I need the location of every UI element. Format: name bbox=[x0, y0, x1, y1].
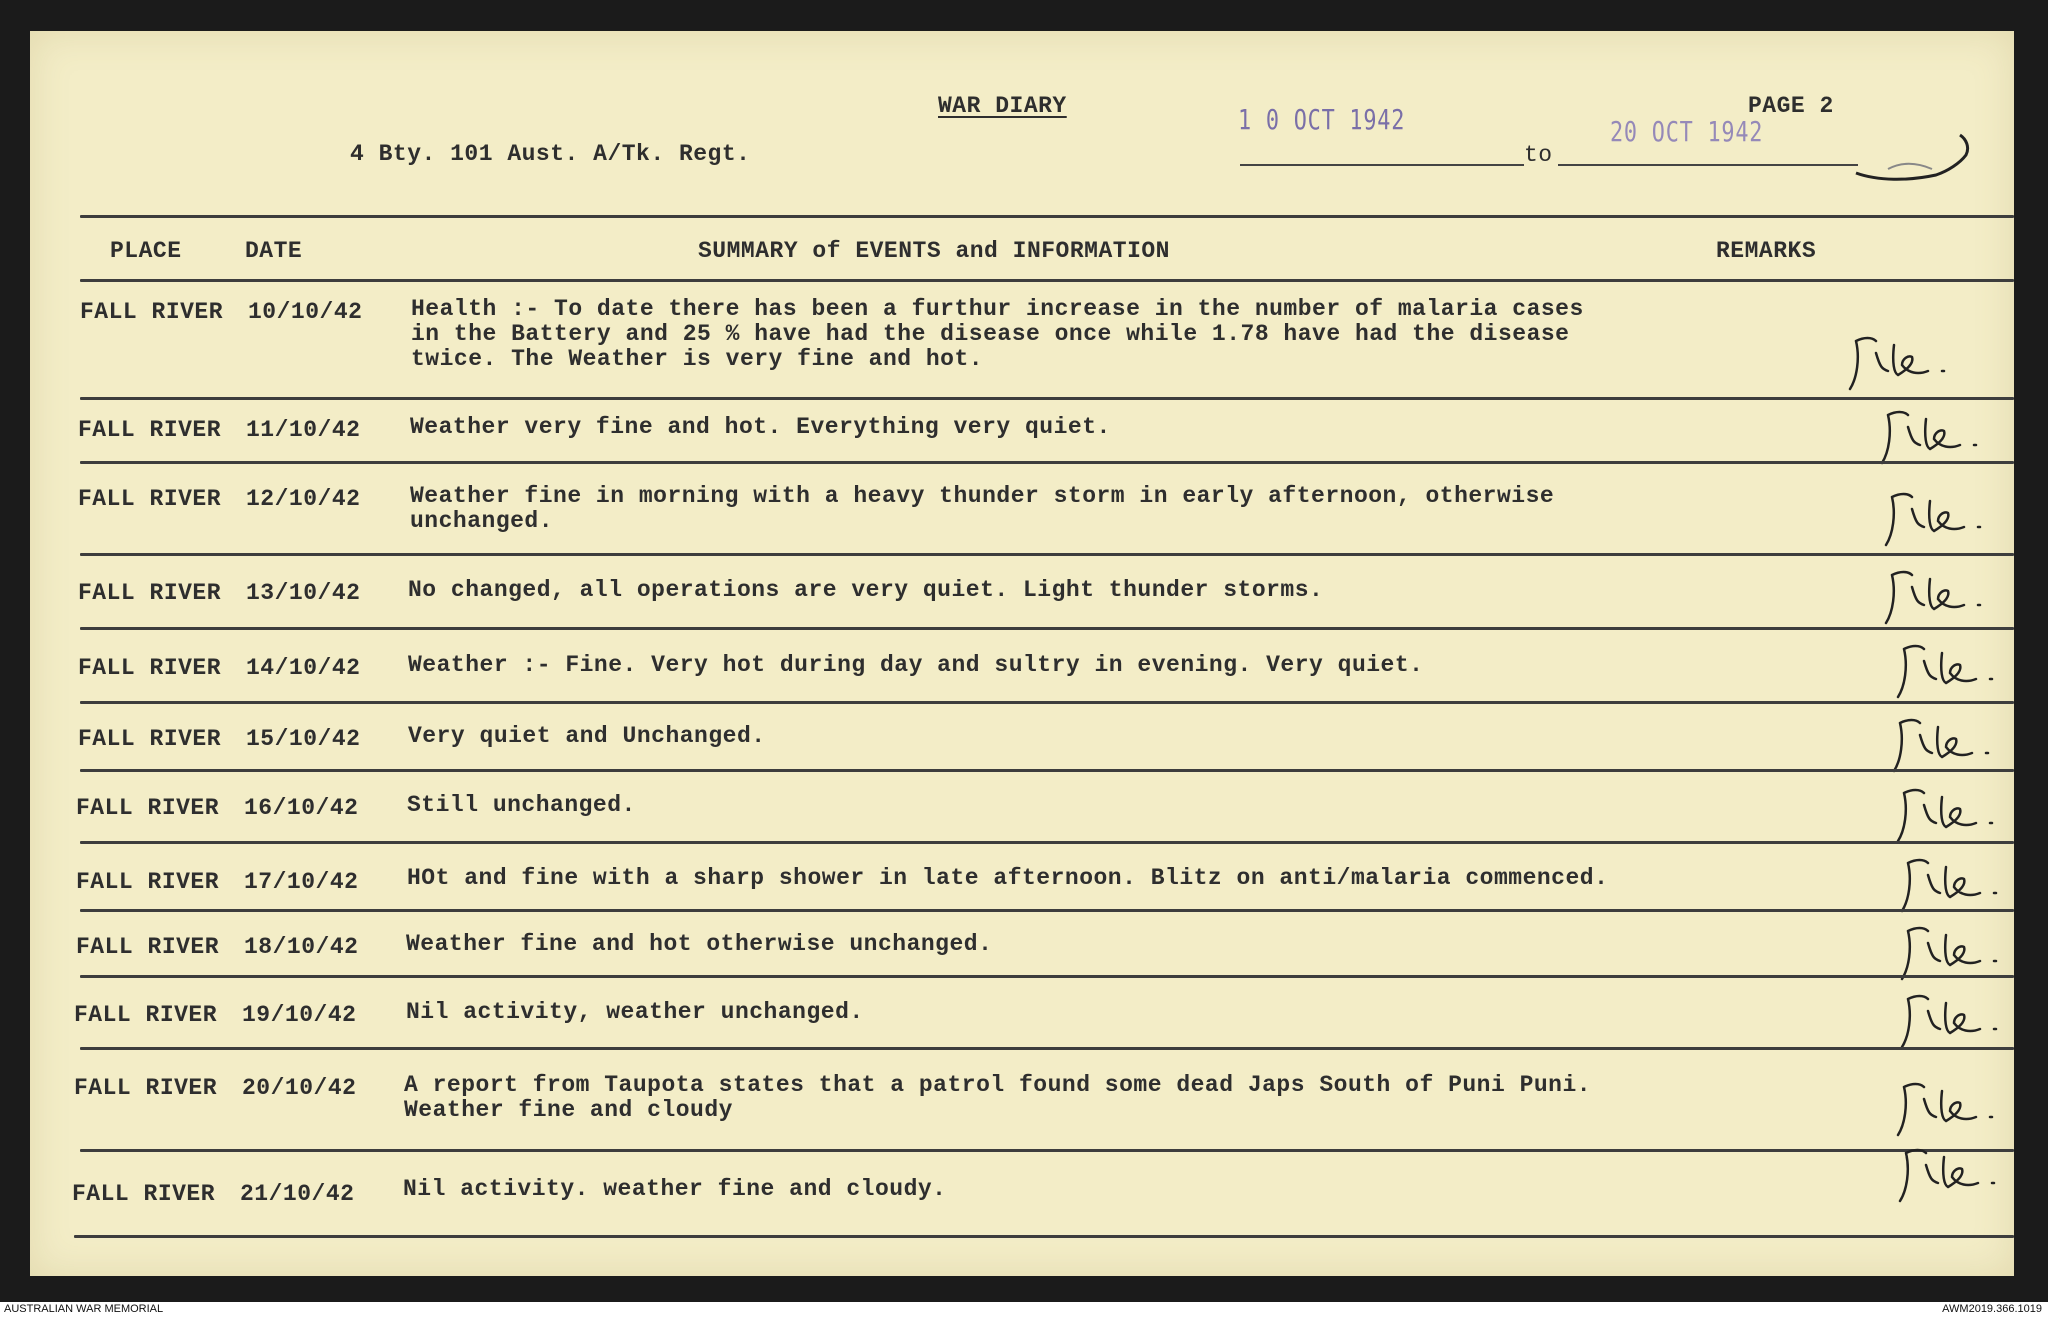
entry-date: 21/10/42 bbox=[240, 1181, 355, 1207]
row-rule bbox=[80, 769, 2014, 772]
initials-signature bbox=[1878, 557, 1988, 629]
entry-date: 11/10/42 bbox=[246, 417, 361, 443]
entry-summary: Weather very fine and hot. Everything very quiet. bbox=[410, 414, 1111, 440]
entry-place: FALL RIVER bbox=[72, 1181, 216, 1207]
entry-summary: Weather fine in morning with a heavy thunder storm in early afternoon, otherwise unchanged. bbox=[410, 483, 1555, 534]
initials-signature bbox=[1890, 775, 2000, 847]
entry-summary: Very quiet and Unchanged. bbox=[408, 723, 766, 749]
initials-signature bbox=[1890, 1069, 2000, 1141]
initials-signature bbox=[1894, 981, 2004, 1053]
entry-summary: A report from Taupota states that a patrol found some dead Japs South of Puni Puni. Weather fine and cloudy bbox=[404, 1072, 1592, 1123]
entry-date: 17/10/42 bbox=[244, 869, 359, 895]
date-stamp-from: 1 0 OCT 1942 bbox=[1238, 103, 1406, 136]
entry-summary: Nil activity. weather fine and cloudy. bbox=[403, 1176, 947, 1202]
row-rule bbox=[80, 1149, 2014, 1152]
initials-signature bbox=[1878, 479, 1988, 551]
entry-place: FALL RIVER bbox=[74, 1002, 218, 1028]
row-rule bbox=[80, 701, 2014, 704]
entry-place: FALL RIVER bbox=[76, 795, 220, 821]
entry-date: 18/10/42 bbox=[244, 934, 359, 960]
entry-summary: Weather fine and hot otherwise unchanged. bbox=[406, 931, 993, 957]
unit-name: 4 Bty. 101 Aust. A/Tk. Regt. bbox=[350, 141, 751, 167]
archive-footer bbox=[0, 1302, 2048, 1317]
column-summary: SUMMARY of EVENTS and INFORMATION bbox=[698, 238, 1170, 264]
entry-summary: HOt and fine with a sharp shower in late afternoon. Blitz on anti/malaria commenced. bbox=[407, 865, 1609, 891]
entry-date: 20/10/42 bbox=[242, 1075, 357, 1101]
archive-name: AUSTRALIAN WAR MEMORIAL bbox=[4, 1303, 164, 1315]
initials-signature bbox=[1842, 323, 1952, 395]
header-bottom-rule bbox=[80, 279, 2014, 282]
diary-page bbox=[30, 31, 2014, 1276]
entry-date: 19/10/42 bbox=[242, 1002, 357, 1028]
column-date: DATE bbox=[245, 238, 303, 264]
entry-summary: Nil activity, weather unchanged. bbox=[406, 999, 864, 1025]
entry-place: FALL RIVER bbox=[78, 726, 222, 752]
row-rule bbox=[80, 461, 2014, 464]
column-place: PLACE bbox=[110, 238, 182, 264]
bottom-rule bbox=[74, 1235, 2014, 1238]
row-rule bbox=[80, 909, 2014, 912]
entry-summary: No changed, all operations are very quiet. Light thunder storms. bbox=[408, 577, 1324, 603]
entry-date: 10/10/42 bbox=[248, 299, 363, 325]
row-rule bbox=[80, 975, 2014, 978]
entry-place: FALL RIVER bbox=[76, 934, 220, 960]
to-date-line bbox=[1558, 164, 1858, 166]
initials-signature bbox=[1890, 631, 2000, 703]
row-rule bbox=[80, 627, 2014, 630]
initials-signature bbox=[1886, 705, 1996, 777]
row-rule bbox=[80, 1047, 2014, 1050]
initials-signature bbox=[1874, 397, 1984, 469]
entry-place: FALL RIVER bbox=[78, 486, 222, 512]
entry-place: FALL RIVER bbox=[74, 1075, 218, 1101]
entry-date: 12/10/42 bbox=[246, 486, 361, 512]
entry-date: 14/10/42 bbox=[246, 655, 361, 681]
row-rule bbox=[80, 553, 2014, 556]
initials-signature bbox=[1892, 1135, 2002, 1207]
entry-place: FALL RIVER bbox=[78, 580, 222, 606]
entry-date: 13/10/42 bbox=[246, 580, 361, 606]
row-rule bbox=[80, 841, 2014, 844]
initials-signature bbox=[1894, 845, 2004, 917]
to-label: to bbox=[1524, 142, 1553, 168]
entry-summary: Health :- To date there has been a furthur increase in the number of malaria cases in the Battery and 25 % have had the disease once while 1.78 have had the disease twice. The Weather is very fine and hot. bbox=[411, 296, 1584, 372]
entry-summary: Still unchanged. bbox=[407, 792, 636, 818]
entry-date: 16/10/42 bbox=[244, 795, 359, 821]
entry-place: FALL RIVER bbox=[80, 299, 224, 325]
header-top-rule bbox=[80, 215, 2014, 218]
date-stamp-to: 20 OCT 1942 bbox=[1610, 115, 1764, 148]
row-rule bbox=[80, 397, 2014, 400]
entry-place: FALL RIVER bbox=[78, 417, 222, 443]
entry-date: 15/10/42 bbox=[246, 726, 361, 752]
entry-place: FALL RIVER bbox=[78, 655, 222, 681]
from-date-line bbox=[1240, 164, 1524, 166]
entry-place: FALL RIVER bbox=[76, 869, 220, 895]
archive-reference: AWM2019.366.1019 bbox=[1942, 1303, 2042, 1315]
column-remarks: REMARKS bbox=[1716, 238, 1817, 264]
entry-summary: Weather :- Fine. Very hot during day and sultry in evening. Very quiet. bbox=[408, 652, 1424, 678]
document-title: WAR DIARY bbox=[938, 93, 1067, 119]
paper-tear-mark bbox=[1848, 111, 1988, 201]
page-number: PAGE 2 bbox=[1748, 93, 1834, 119]
